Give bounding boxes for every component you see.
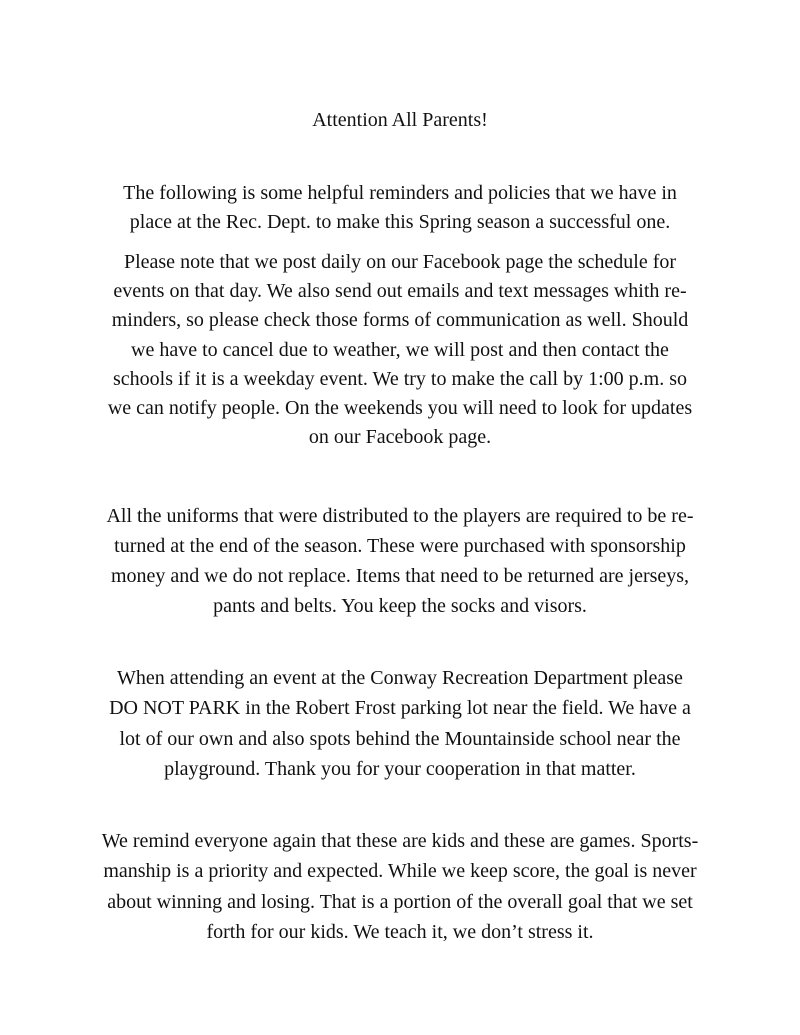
paragraph-line: pants and belts. You keep the socks and visors.: [213, 595, 587, 617]
intro-paragraph: [20, 179, 780, 237]
paragraph-line: DO NOT PARK in the Robert Frost parking lot near the field. We have a: [109, 697, 691, 720]
paragraph-line: place at the Rec. Dept. to make this Spring season a successful one.: [129, 211, 671, 233]
paragraph-line: lot of our own and also spots behind the Mountainside school near the: [119, 727, 681, 750]
paragraph-line: All the uniforms that were distributed to the players are required to be re-: [106, 505, 694, 527]
paragraph-line: Please note that we post daily on our Facebook page the schedule for: [123, 251, 677, 273]
paragraph-line: turned at the end of the season. These were purchased with sponsorship: [114, 535, 686, 557]
paragraph-line: forth for our kids. We teach it, we don’t stress it.: [206, 920, 594, 943]
paragraph-line: money and we do not replace. Items that need to be returned are jerseys,: [110, 565, 690, 587]
paragraph-line: The following is some helpful reminders and policies that we have in: [123, 182, 677, 204]
paragraph-line: schools if it is a weekday event. We try to make the call by 1:00 p.m. so: [112, 367, 687, 390]
paragraph-line: manship is a priority and expected. While we keep score, the goal is never: [103, 860, 697, 883]
facebook-paragraph: [20, 248, 780, 452]
paragraph-line: We remind everyone again that these are kids and these are games. Sports-: [101, 830, 699, 852]
parking-paragraph: [20, 663, 780, 784]
paragraph-line: minders, so please check those forms of communication as well. Should: [111, 309, 689, 332]
paragraph-line: on our Facebook page.: [308, 426, 492, 449]
uniforms-paragraph: [20, 501, 780, 621]
paragraph-line: events on that day. We also send out emails and text messages whith re-: [113, 280, 687, 303]
paragraph-line: we have to cancel due to weather, we will post and then contact the: [131, 338, 669, 361]
page-title: Attention All Parents!: [312, 109, 488, 131]
paragraph-line: playground. Thank you for your cooperation in that matter.: [164, 757, 636, 780]
paragraph-line: When attending an event at the Conway Recreation Department please: [117, 667, 683, 689]
paragraph-line: we can notify people. On the weekends you will need to look for updates: [107, 397, 693, 420]
sportsmanship-paragraph: [20, 826, 780, 947]
paragraph-line: about winning and losing. That is a portion of the overall goal that we set: [107, 890, 693, 913]
